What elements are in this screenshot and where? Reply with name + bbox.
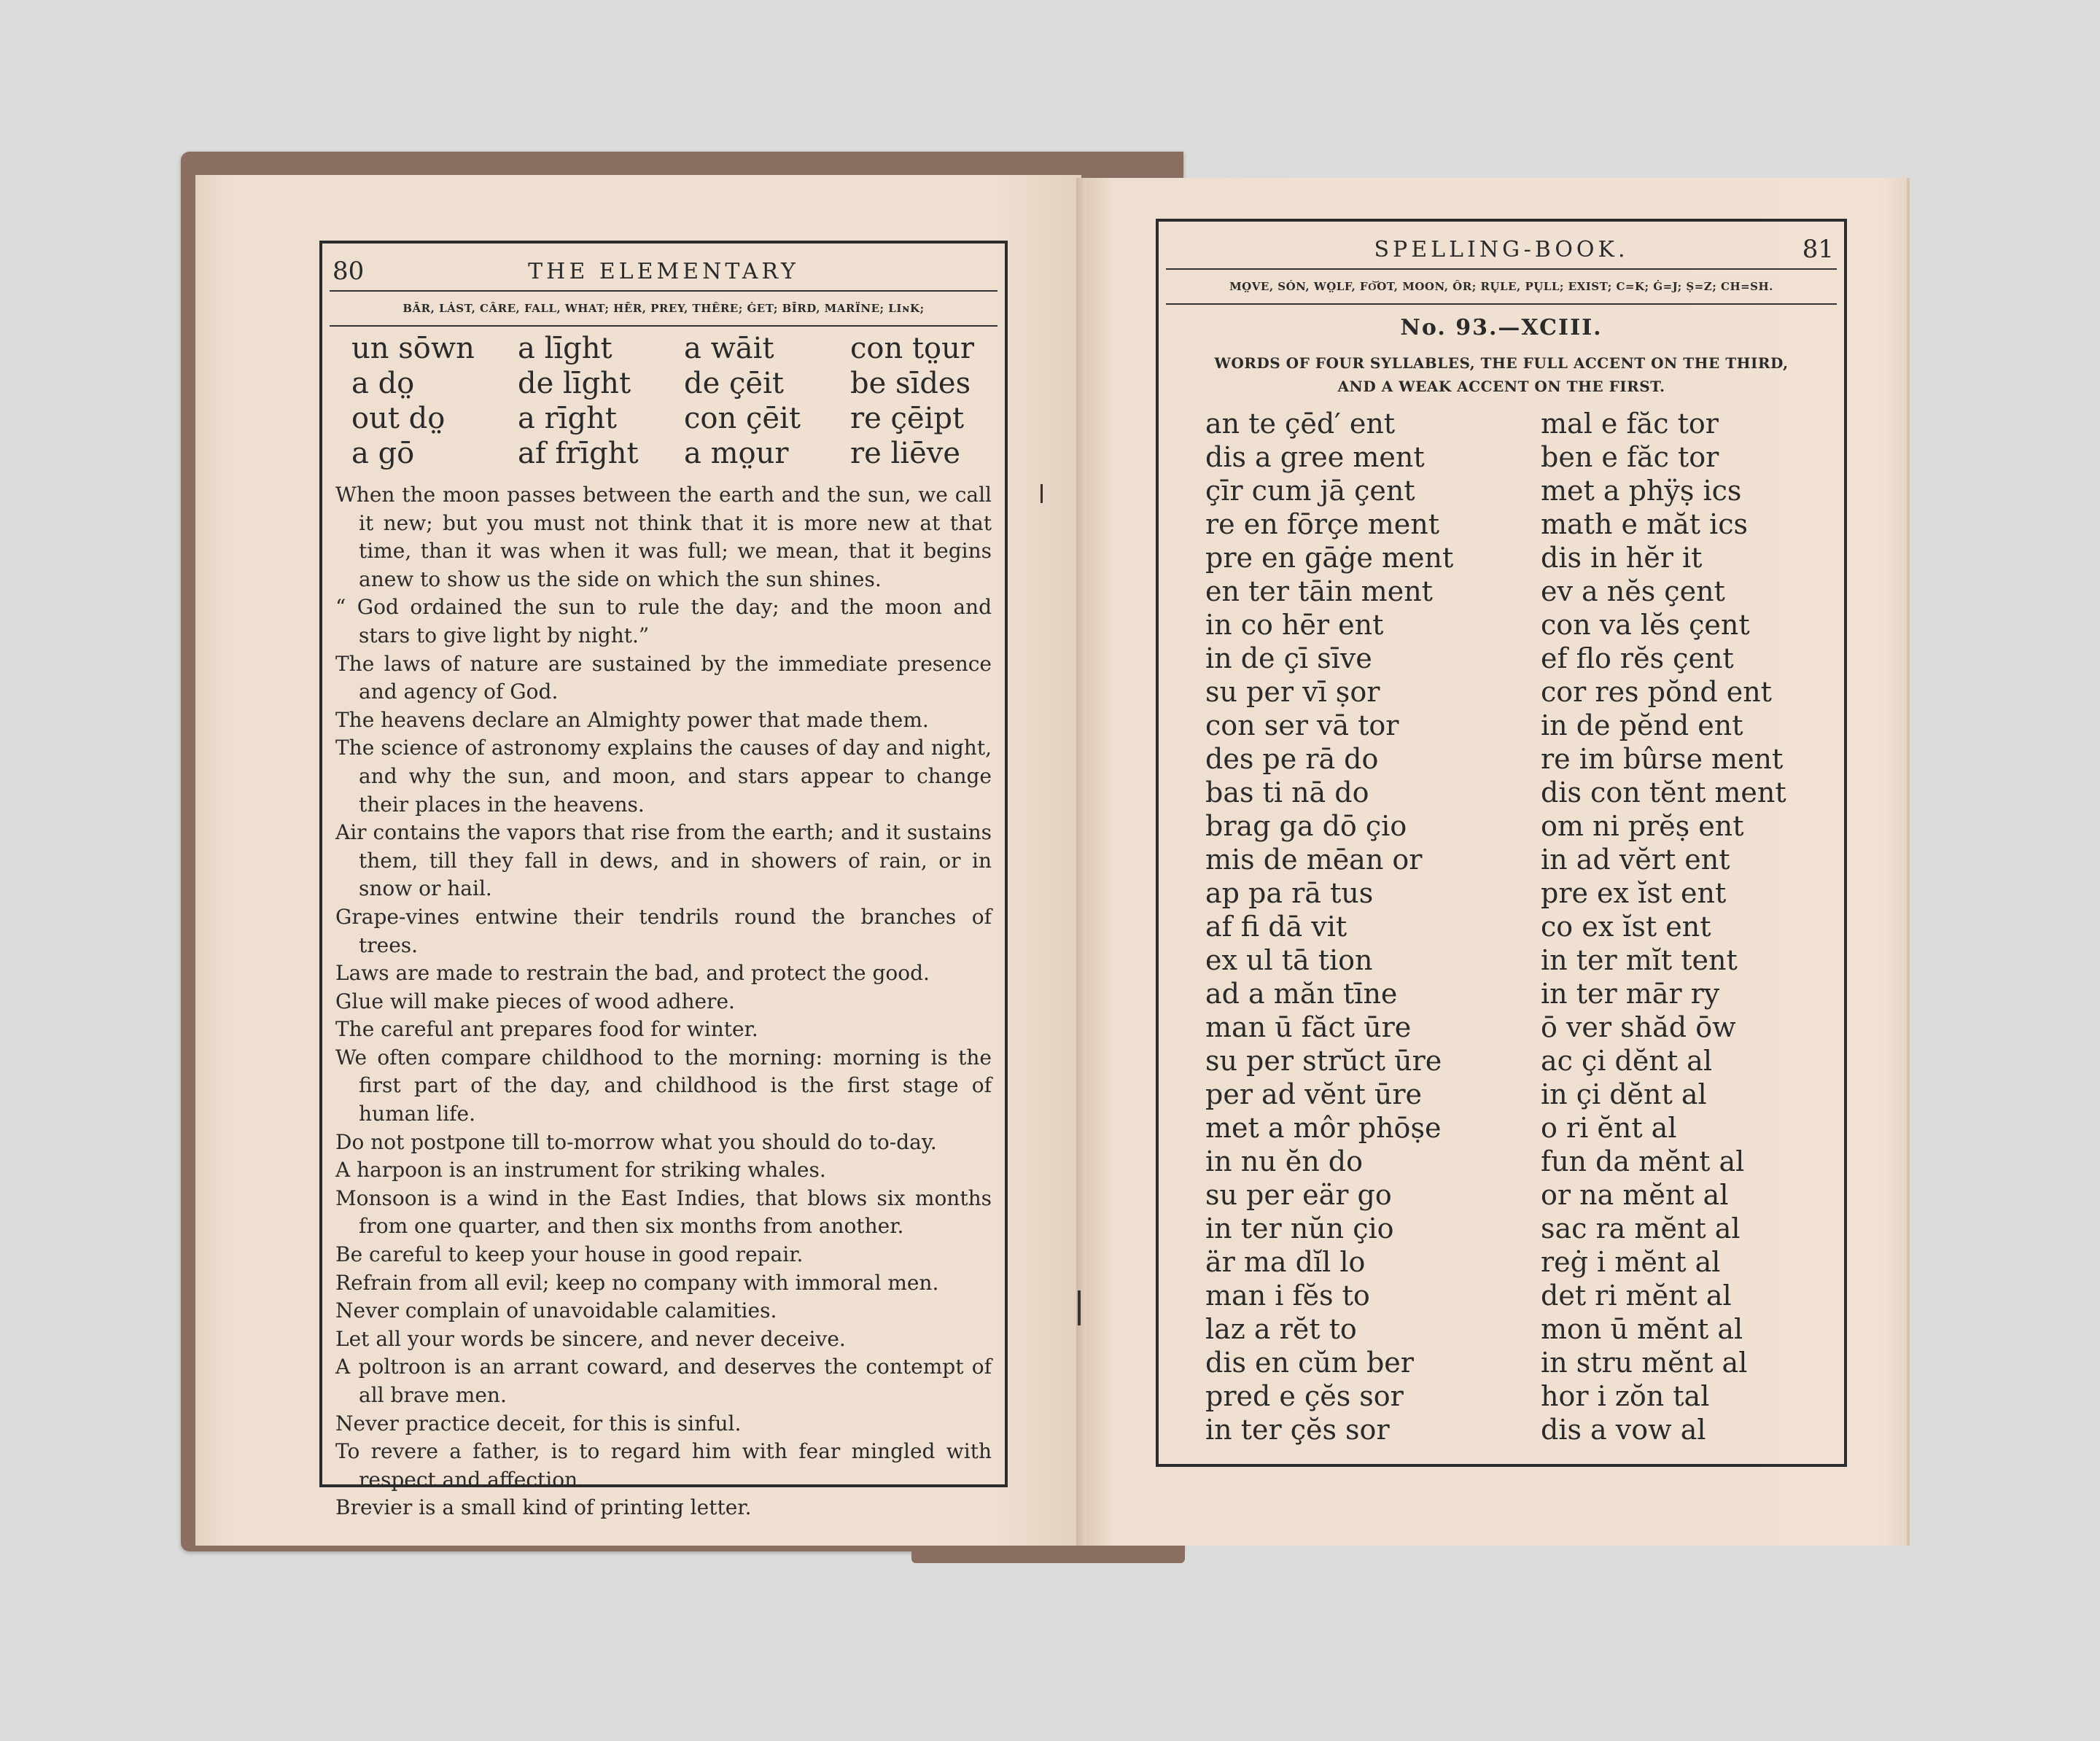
spelling-word: reġ i mĕnt al [1541,1246,1721,1278]
spelling-word: or na mĕnt al [1541,1179,1729,1211]
spelling-word: in ter çĕs sor [1205,1414,1390,1446]
word-cell: re liēve [850,437,961,470]
word-cell: out do̤ [351,402,446,435]
sentence: “ God ordained the sun to rule the day; and the moon and stars to give light by night.” [335,595,992,647]
spelling-word: in co hēr ent [1205,609,1384,641]
spelling-word: cor res pŏnd ent [1541,676,1772,708]
reading-sentences [335,481,992,1522]
spelling-word: en ter tāin ment [1205,575,1433,607]
spelling-word: ex ul tā tion [1205,944,1373,976]
spelling-word: ac çi dĕnt al [1541,1045,1712,1077]
spelling-word: des pe rā do [1205,743,1379,775]
spelling-word: mon ū mĕnt al [1541,1313,1743,1345]
spelling-word: ben e făc tor [1541,441,1719,473]
spelling-word: in de pĕnd ent [1541,709,1743,741]
sentence: Never practice deceit, for this is sinful. [335,1411,742,1436]
spelling-word: ev a nĕs çent [1541,575,1725,607]
pronunciation-key: MO̤VE, SÓN, WO̤LF, FO͝OT, MOON, ÔR; RU̥LE, PU̥LL; EXIST; C=K; Ġ=J; Ṣ=Z; CH=SH. [1166,268,1837,305]
word-cell: a mo̤ur [684,437,789,470]
spelling-word: dis con tĕnt ment [1541,776,1786,809]
spelling-word: math e măt ics [1541,508,1749,540]
sentence: Monsoon is a wind in the East Indies, that blows six months from one quarter, and then six months from another. [335,1185,992,1239]
left-page-frame [319,241,1008,1520]
spelling-word: in de çī sīve [1205,642,1372,674]
spelling-word: fun da mĕnt al [1541,1145,1745,1177]
word-cell: de çēit [684,367,784,400]
spelling-word: bas ti nā do [1205,776,1369,809]
spelling-word: dis a vow al [1541,1414,1706,1446]
spelling-word: ō ver shăd ōw [1541,1011,1736,1043]
word-cell: a gō [351,437,415,470]
spelling-word: con va lĕs çent [1541,609,1750,641]
spelling-word: hor i zŏn tal [1541,1380,1710,1412]
spelling-word: ap pa rā tus [1205,877,1374,909]
spelling-word: çīr cum jā çent [1205,475,1415,507]
sentence: Do not postpone till to-morrow what you should do to-day. [335,1129,937,1154]
spelling-word: pre en gāġe ment [1205,542,1454,574]
sentence: When the moon passes between the earth and the sun, we call it new; but you must not think that it is more new at that time, than it was when it was full; we mean, that it begins anew to show us the side on which the sun shines. [335,483,992,591]
word-cell: a līght [518,332,612,365]
sentence: Grape-vines entwine their tendrils round the branches of trees. [335,904,992,957]
sentence: The careful ant prepares food for winter. [335,1017,758,1042]
sentence: To revere a father, is to regard him with fear mingled with respect and affection. [335,1439,992,1492]
sentence: Brevier is a small kind of printing letter. [335,1495,752,1520]
page-number: 80 [332,257,365,286]
lesson-description-line: AND A WEAK ACCENT ON THE FIRST. [1337,378,1665,395]
spelling-word: man ū făct ūre [1205,1011,1412,1043]
sentence: The science of astronomy explains the causes of day and night, and why the sun, and moon, and stars appear to change their places in the heavens. [335,736,992,817]
word-column-b [1541,407,1847,1446]
lesson-title: No. 93.—XCIII. [1400,315,1603,340]
margin-mark [1078,1290,1081,1325]
sentence: A poltroon is an arrant coward, and deserves the contempt of all brave men. [335,1355,992,1407]
spelling-word: con ser vā tor [1205,709,1399,741]
spelling-word: in stru mĕnt al [1541,1347,1748,1379]
spelling-word: sac ra mĕnt al [1541,1212,1741,1245]
word-column-a [1205,407,1526,1446]
spelling-word: dis in hĕr it [1541,542,1703,574]
word-cell: con to̤ur [850,332,974,365]
spelling-word: in nu ĕn do [1205,1145,1363,1177]
word-cell: a do̤ [351,367,415,400]
word-cell: con çēit [684,402,801,435]
sentence: A harpoon is an instrument for striking whales. [335,1158,826,1183]
sentence: Refrain from all evil; keep no company with immoral men. [335,1270,939,1295]
margin-mark [1041,484,1043,503]
sentence: The laws of nature are sustained by the immediate presence and agency of God. [335,651,992,704]
right-page-frame [1156,219,1847,1467]
word-cell: a rīght [518,402,617,435]
spelling-word: re im bûrse ment [1541,743,1784,775]
page-number: 81 [1802,235,1834,264]
spelling-word: pre ex ĭst ent [1541,877,1727,909]
book-gutter [1076,178,1086,1546]
spelling-word: su per strŭct ūre [1205,1045,1442,1077]
spelling-word: brag ga dō çio [1205,810,1407,842]
left-running-head [332,257,995,286]
spelling-word: co ex ĭst ent [1541,911,1711,943]
spelling-word: in ter mār ry [1541,978,1720,1010]
spelling-word: met a phÿṣ ics [1541,475,1742,507]
lesson-description [1170,351,1832,398]
spelling-word: pred e çĕs sor [1205,1380,1404,1412]
spelling-word: är ma dĭl lo [1205,1246,1366,1278]
sentence: Air contains the vapors that rise from the earth; and it sustains them, till they fall in dews, and in showers of rain, or in snow or hail. [335,820,992,901]
right-running-head [1169,235,1834,264]
sentence: The heavens declare an Almighty power that made them. [335,707,929,732]
word-cell: a wāit [684,332,774,365]
sentence: Glue will make pieces of wood adhere. [335,989,735,1013]
spelling-word: mis de mēan or [1205,844,1423,876]
spelling-word: man i fĕs to [1205,1280,1370,1312]
spelling-word: det ri mĕnt al [1541,1280,1732,1312]
spelling-word: af fi dā vit [1205,911,1348,943]
word-cell: be sīdes [850,367,971,400]
spelling-word: ad a măn tīne [1205,978,1398,1010]
sentence: Let all your words be sincere, and never deceive. [335,1326,846,1351]
word-cell: un sōwn [351,332,475,365]
spelling-word: su per vī ṣor [1205,676,1380,708]
spelling-word: in ter nŭn çio [1205,1212,1394,1245]
spelling-word: ef flo rĕs çent [1541,642,1734,674]
spelling-word: o ri ĕnt al [1541,1112,1677,1144]
word-table [351,332,993,470]
spelling-word: dis a gree ment [1205,441,1425,473]
running-title: SPELLING-BOOK. [1374,236,1629,262]
sentence: Laws are made to restrain the bad, and protect the good. [335,961,930,986]
sentence: Be careful to keep your house in good repair. [335,1242,804,1267]
spelling-word: laz a rĕt to [1205,1313,1357,1345]
word-cell: de līght [518,367,631,400]
spelling-word: mal e făc tor [1541,408,1719,440]
spelling-word: dis en cŭm ber [1205,1347,1414,1379]
spelling-word: su per eär go [1205,1179,1392,1211]
word-cell: re çēipt [850,402,965,435]
sentence: Never complain of unavoidable calamities. [335,1298,777,1323]
pronunciation-key: BĀR, LȦST, CÂRE, FALL, WHAT; HĒR, PREY, THÊRE; ĠET; BĪRD, MARÏNE; LIɴK; [330,290,998,327]
spelling-word: om ni prĕṣ ent [1541,810,1744,842]
spelling-word: in ter mĭt tent [1541,944,1738,976]
sentence: We often compare childhood to the morning: morning is the first part of the day, and childhood is the first stage of human life. [335,1045,992,1126]
running-title: THE ELEMENTARY [528,258,799,284]
spelling-word: in çi dĕnt al [1541,1078,1707,1110]
spelling-word: an te çēd′ ent [1205,408,1396,440]
spelling-word: met a môr phōṣe [1205,1112,1442,1144]
spelling-word: re en fōrçe ment [1205,508,1439,540]
lesson-description-line: WORDS OF FOUR SYLLABLES, THE FULL ACCENT ON THE THIRD, [1214,354,1789,372]
spelling-word: per ad vĕnt ūre [1205,1078,1423,1110]
word-cell: af frīght [518,437,639,470]
spelling-word: in ad vĕrt ent [1541,844,1730,876]
